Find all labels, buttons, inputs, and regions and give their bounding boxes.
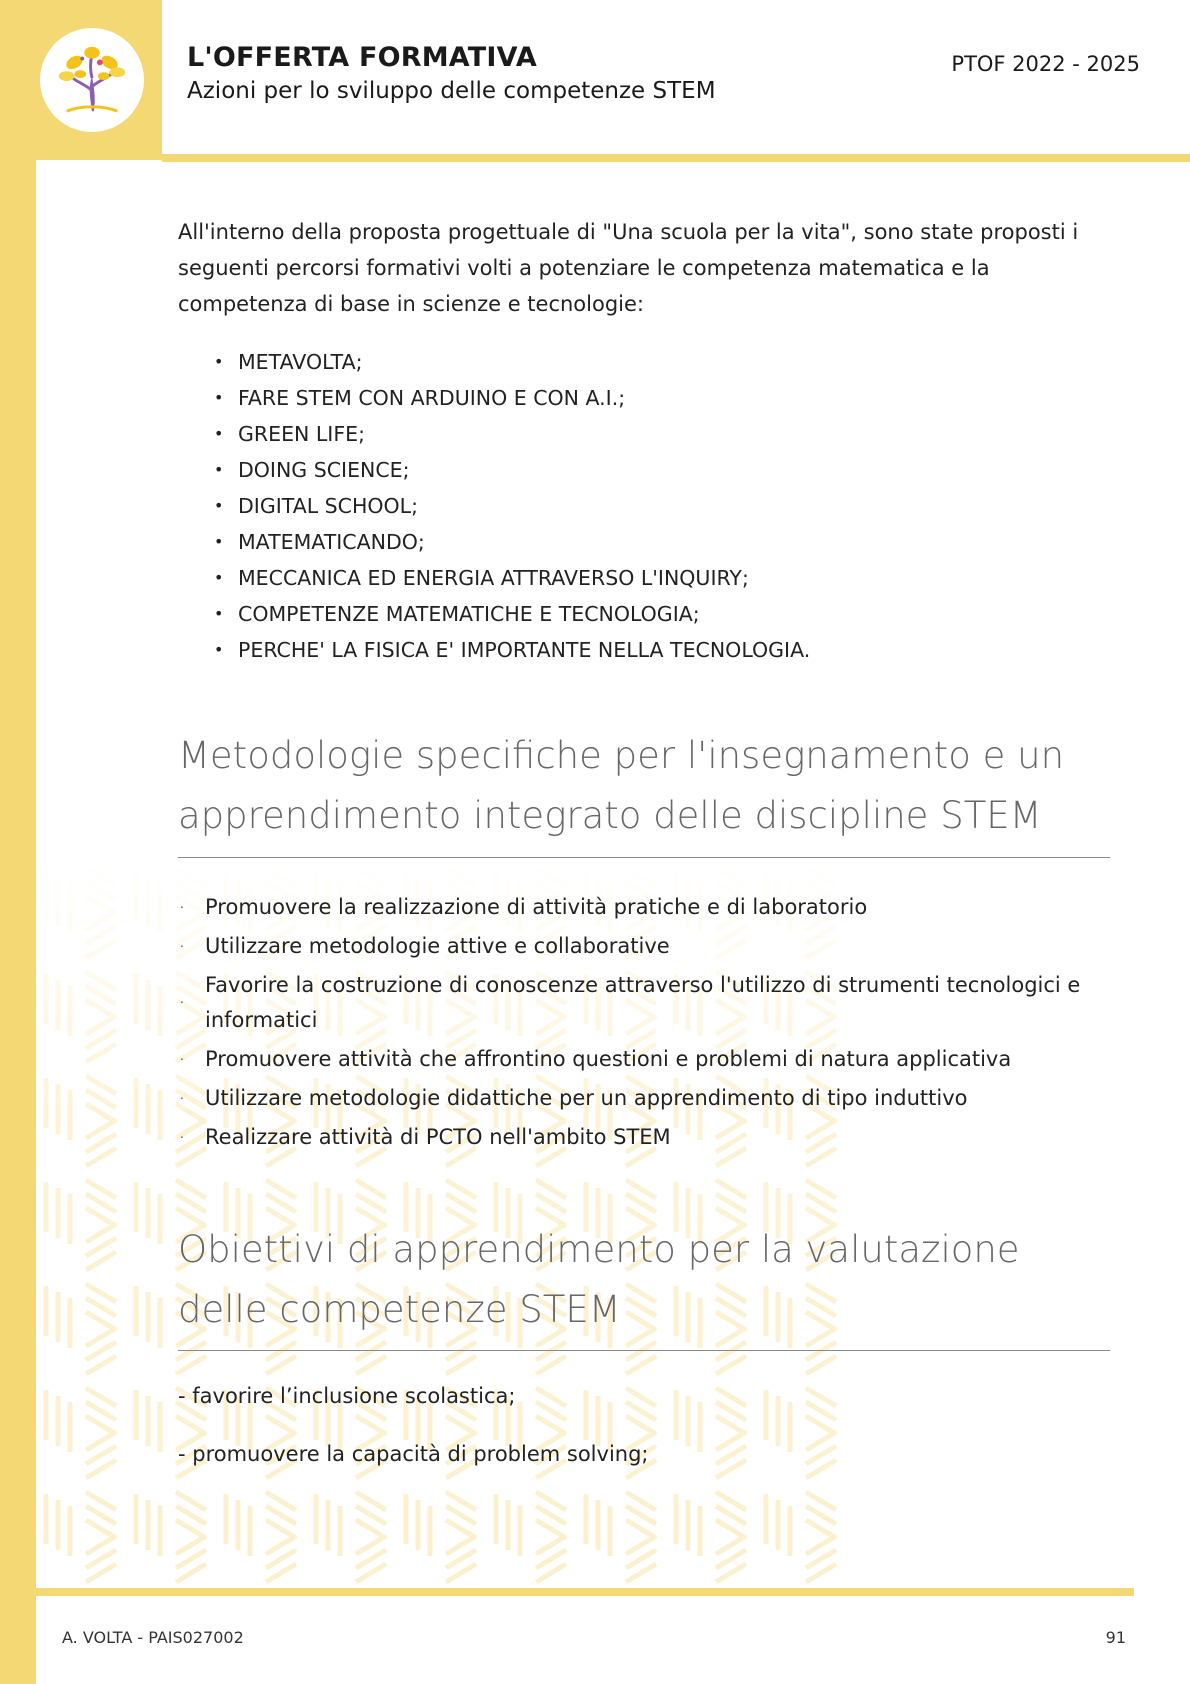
list-item-text: Promuovere attività che affrontino questioni e problemi di natura applicativa <box>205 1047 1012 1071</box>
list-item-text: Favorire la costruzione di conoscenze attraverso l'utilizzo di strumenti tecnologici e informatici <box>205 973 1081 1032</box>
page-title: L'OFFERTA FORMATIVA <box>187 42 538 73</box>
list-item <box>178 1042 1110 1077</box>
list-item-text: Realizzare attività di PCTO nell'ambito STEM <box>205 1125 671 1149</box>
objective-item: - favorire l’inclusione scolastica; <box>178 1384 516 1408</box>
bullet-icon: · <box>180 900 184 914</box>
list-item: • METAVOLTA; <box>214 344 1110 380</box>
tree-logo-icon <box>53 41 131 119</box>
ptof-label: PTOF 2022 - 2025 <box>951 52 1140 76</box>
list-item-text: Utilizzare metodologie didattiche per un apprendimento di tipo induttivo <box>205 1086 968 1110</box>
list-item: • DOING SCIENCE; <box>214 452 1110 488</box>
list-item <box>178 968 1110 1038</box>
list-item <box>178 929 1110 964</box>
methodologies-heading: Metodologie specifiche per l'insegnamento e un apprendimento integrato delle discipline STEM <box>178 734 1065 837</box>
list-item: • FARE STEM CON ARDUINO E CON A.I.; <box>214 380 1110 416</box>
objectives-heading: Obiettivi di apprendimento per la valutazione delle competenze STEM <box>178 1228 1020 1331</box>
list-item-text: Utilizzare metodologie attive e collaborative <box>205 934 670 958</box>
stem-course-list <box>178 344 1110 668</box>
list-item: • COMPETENZE MATEMATICHE E TECNOLOGIA; <box>214 596 1110 632</box>
list-item-text: Promuovere la realizzazione di attività pratiche e di laboratorio <box>205 895 868 919</box>
list-item: • MECCANICA ED ENERGIA ATTRAVERSO L'INQUIRY; <box>214 560 1110 596</box>
intro-section <box>178 214 1110 668</box>
footer-divider <box>36 1588 1134 1596</box>
page-number: 91 <box>1105 1628 1126 1647</box>
bullet-icon: · <box>180 1052 184 1066</box>
list-item <box>178 1081 1110 1116</box>
footer-school-code: A. VOLTA - PAIS027002 <box>62 1628 244 1647</box>
bullet-icon: · <box>180 1130 184 1144</box>
list-item <box>178 890 1110 925</box>
bullet-icon: · <box>180 995 184 1010</box>
list-item <box>178 1120 1110 1155</box>
bullet-icon: · <box>180 1091 184 1105</box>
bullet-icon: · <box>180 939 184 953</box>
objectives-divider <box>178 1350 1110 1351</box>
list-item: • DIGITAL SCHOOL; <box>214 488 1110 524</box>
methodologies-list <box>178 890 1110 1159</box>
page-subtitle: Azioni per lo sviluppo delle competenze STEM <box>187 78 716 104</box>
left-accent-strip <box>0 0 36 1684</box>
methodologies-divider <box>178 857 1110 858</box>
intro-paragraph: All'interno della proposta progettuale di "Una scuola per la vita", sono state proposti i seguenti percorsi formativi volti a potenziare le competenza matematica e la competenza di base in scienze e tecnologie: <box>178 220 1079 316</box>
list-item: • GREEN LIFE; <box>214 416 1110 452</box>
objective-item: - promuovere la capacità di problem solving; <box>178 1442 649 1466</box>
list-item: • MATEMATICANDO; <box>214 524 1110 560</box>
header-divider <box>162 154 1190 162</box>
list-item: • PERCHE' LA FISICA E' IMPORTANTE NELLA TECNOLOGIA. <box>214 632 1110 668</box>
school-logo <box>40 28 144 132</box>
